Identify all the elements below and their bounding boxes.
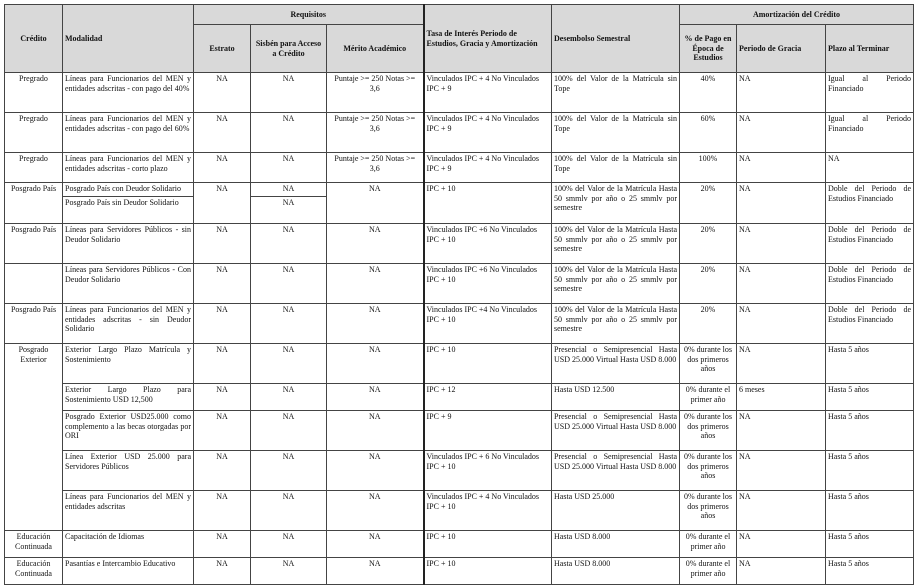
cell-tasa: IPC + 9 xyxy=(424,411,552,451)
cell-credito: Educación Continuada xyxy=(5,558,63,585)
cell-merito: NA xyxy=(327,264,424,304)
cell-plazo: NA xyxy=(826,153,914,183)
header-requisitos: Requisitos xyxy=(194,5,424,25)
cell-sisben: NA xyxy=(251,344,327,384)
cell-modalidad: Posgrado País sin Deudor Solidario xyxy=(63,197,194,224)
cell-modalidad: Líneas para Servidores Públicos - sin Deudor Solidario xyxy=(63,224,194,264)
cell-tasa: IPC + 10 xyxy=(424,183,552,224)
credit-lines-table xyxy=(4,4,914,585)
table-row xyxy=(5,73,914,113)
cell-merito: NA xyxy=(327,384,424,411)
table-row xyxy=(5,451,914,491)
cell-tasa: IPC + 10 xyxy=(424,531,552,558)
cell-gracia: NA xyxy=(737,73,826,113)
cell-sisben: NA xyxy=(251,113,327,153)
cell-plazo: Doble del Periodo de Estudios Financiado xyxy=(826,264,914,304)
table-row xyxy=(5,153,914,183)
cell-sisben: NA xyxy=(251,264,327,304)
cell-tasa: Vinculados IPC + 4 No Vinculados IPC + 9 xyxy=(424,113,552,153)
cell-estrato: NA xyxy=(194,411,251,451)
cell-estrato: NA xyxy=(194,113,251,153)
cell-desembolso: 100% del Valor de la Matrícula Hasta 50 smmlv por año o 25 smmlv por semestre xyxy=(552,224,680,264)
cell-gracia: 6 meses xyxy=(737,384,826,411)
cell-estrato: NA xyxy=(194,183,251,224)
cell-pago: 0% durante el primer año xyxy=(680,384,737,411)
cell-gracia: NA xyxy=(737,304,826,344)
cell-gracia: NA xyxy=(737,113,826,153)
cell-credito: Educación Continuada xyxy=(5,531,63,558)
cell-merito: NA xyxy=(327,183,424,224)
cell-merito: NA xyxy=(327,558,424,585)
table-row xyxy=(5,224,914,264)
cell-pago: 0% durante los dos primeros años xyxy=(680,344,737,384)
cell-desembolso: Hasta USD 8.000 xyxy=(552,531,680,558)
cell-modalidad: Líneas para Funcionarios del MEN y entidades adscritas - corto plazo xyxy=(63,153,194,183)
cell-pago: 60% xyxy=(680,113,737,153)
cell-pago: 40% xyxy=(680,73,737,113)
header-plazo: Plazo al Terminar xyxy=(826,25,914,73)
cell-merito: NA xyxy=(327,491,424,531)
cell-merito: NA xyxy=(327,344,424,384)
header-gracia: Periodo de Gracia xyxy=(737,25,826,73)
cell-sisben: NA xyxy=(251,153,327,183)
cell-plazo: Hasta 5 años xyxy=(826,344,914,384)
cell-plazo: Hasta 5 años xyxy=(826,558,914,585)
table-row xyxy=(5,558,914,585)
cell-desembolso: 100% del Valor de la Matrícula Hasta 50 smmlv por año o 25 smmlv por semestre xyxy=(552,183,680,224)
cell-credito: Pregrado xyxy=(5,73,63,113)
cell-modalidad: Líneas para Funcionarios del MEN y entidades adscritas - con pago del 60% xyxy=(63,113,194,153)
cell-sisben: NA xyxy=(251,304,327,344)
cell-pago: 0% durante el primer año xyxy=(680,531,737,558)
cell-merito: NA xyxy=(327,451,424,491)
cell-gracia: NA xyxy=(737,344,826,384)
cell-merito: Puntaje >= 250 Notas >= 3,6 xyxy=(327,73,424,113)
header-desembolso: Desembolso Semestral xyxy=(552,5,680,73)
header-credito: Crédito xyxy=(5,5,63,73)
cell-sisben: NA xyxy=(251,224,327,264)
cell-credito: Posgrado Exterior xyxy=(5,344,63,531)
cell-pago: 20% xyxy=(680,224,737,264)
cell-pago: 0% durante los dos primeros años xyxy=(680,491,737,531)
cell-modalidad: Líneas para Funcionarios del MEN y entidades adscritas - sin Deudor Solidario xyxy=(63,304,194,344)
table-row xyxy=(5,304,914,344)
table-row xyxy=(5,411,914,451)
cell-gracia: NA xyxy=(737,183,826,224)
cell-estrato: NA xyxy=(194,304,251,344)
cell-modalidad: Capacitación de Idiomas xyxy=(63,531,194,558)
table-row xyxy=(5,264,914,304)
table-row xyxy=(5,491,914,531)
cell-credito xyxy=(5,264,63,304)
cell-modalidad: Línea Exterior USD 25.000 para Servidores Públicos xyxy=(63,451,194,491)
cell-sisben: NA xyxy=(251,558,327,585)
cell-gracia: NA xyxy=(737,264,826,304)
cell-merito: NA xyxy=(327,304,424,344)
cell-desembolso: 100% del Valor de la Matrícula sin Tope xyxy=(552,73,680,113)
cell-tasa: Vinculados IPC +6 No Vinculados IPC + 10 xyxy=(424,224,552,264)
cell-merito: NA xyxy=(327,411,424,451)
cell-credito: Posgrado País xyxy=(5,183,63,224)
header-sisben: Sisbén para Acceso a Crédito xyxy=(251,25,327,73)
cell-credito: Pregrado xyxy=(5,153,63,183)
cell-gracia: NA xyxy=(737,411,826,451)
cell-desembolso: 100% del Valor de la Matrícula sin Tope xyxy=(552,153,680,183)
cell-plazo: Igual al Periodo Financiado xyxy=(826,113,914,153)
table-row xyxy=(5,384,914,411)
cell-plazo: Doble del Periodo de Estudios Financiado xyxy=(826,183,914,224)
header-estrato: Estrato xyxy=(194,25,251,73)
cell-modalidad: Líneas para Servidores Públicos - Con Deudor Solidario xyxy=(63,264,194,304)
cell-tasa: IPC + 10 xyxy=(424,344,552,384)
cell-gracia: NA xyxy=(737,491,826,531)
cell-estrato: NA xyxy=(194,153,251,183)
cell-desembolso: 100% del Valor de la Matrícula Hasta 50 smmlv por año o 25 smmlv por semestre xyxy=(552,304,680,344)
cell-credito: Posgrado País xyxy=(5,304,63,344)
table-row xyxy=(5,344,914,384)
cell-plazo: Hasta 5 años xyxy=(826,411,914,451)
cell-sisben: NA xyxy=(251,451,327,491)
cell-gracia: NA xyxy=(737,531,826,558)
cell-estrato: NA xyxy=(194,558,251,585)
cell-plazo: Hasta 5 años xyxy=(826,531,914,558)
cell-plazo: Igual al Periodo Financiado xyxy=(826,73,914,113)
cell-estrato: NA xyxy=(194,264,251,304)
cell-plazo: Hasta 5 años xyxy=(826,384,914,411)
cell-pago: 0% durante los dos primeros años xyxy=(680,451,737,491)
cell-tasa: Vinculados IPC + 4 No Vinculados IPC + 9 xyxy=(424,73,552,113)
cell-estrato: NA xyxy=(194,491,251,531)
header-modalidad: Modalidad xyxy=(63,5,194,73)
table-row xyxy=(5,113,914,153)
cell-estrato: NA xyxy=(194,451,251,491)
cell-modalidad: Líneas para Funcionarios del MEN y entidades adscritas - con pago del 40% xyxy=(63,73,194,113)
cell-desembolso: Presencial o Semipresencial Hasta USD 25.000 Virtual Hasta USD 8.000 xyxy=(552,451,680,491)
cell-gracia: NA xyxy=(737,153,826,183)
cell-plazo: Hasta 5 años xyxy=(826,451,914,491)
header-merito: Mérito Académico xyxy=(327,25,424,73)
cell-sisben: NA xyxy=(251,491,327,531)
cell-tasa: Vinculados IPC + 4 No Vinculados IPC + 10 xyxy=(424,491,552,531)
cell-estrato: NA xyxy=(194,531,251,558)
cell-merito: Puntaje >= 250 Notas >= 3,6 xyxy=(327,153,424,183)
cell-pago: 0% durante el primer año xyxy=(680,558,737,585)
cell-estrato: NA xyxy=(194,384,251,411)
cell-gracia: NA xyxy=(737,558,826,585)
cell-plazo: Doble del Periodo de Estudios Financiado xyxy=(826,304,914,344)
cell-tasa: IPC + 10 xyxy=(424,558,552,585)
cell-tasa: Vinculados IPC + 6 No Vinculados IPC + 10 xyxy=(424,451,552,491)
cell-desembolso: 100% del Valor de la Matrícula sin Tope xyxy=(552,113,680,153)
cell-credito: Posgrado País xyxy=(5,224,63,264)
cell-desembolso: Presencial o Semipresencial Hasta USD 25.000 Virtual Hasta USD 8.000 xyxy=(552,344,680,384)
cell-merito: NA xyxy=(327,531,424,558)
cell-sisben: NA xyxy=(251,183,327,197)
cell-sisben: NA xyxy=(251,411,327,451)
cell-merito: NA xyxy=(327,224,424,264)
cell-modalidad: Exterior Largo Plazo Matrícula y Sostenimiento xyxy=(63,344,194,384)
cell-desembolso: Hasta USD 12.500 xyxy=(552,384,680,411)
cell-modalidad: Pasantías e Intercambio Educativo xyxy=(63,558,194,585)
cell-merito: Puntaje >= 250 Notas >= 3,6 xyxy=(327,113,424,153)
header-row-1 xyxy=(5,5,914,25)
cell-tasa: Vinculados IPC +4 No Vinculados IPC + 10 xyxy=(424,304,552,344)
cell-plazo: Doble del Periodo de Estudios Financiado xyxy=(826,224,914,264)
cell-desembolso: Hasta USD 8.000 xyxy=(552,558,680,585)
cell-estrato: NA xyxy=(194,73,251,113)
cell-modalidad: Posgrado País con Deudor Solidario xyxy=(63,183,194,197)
cell-tasa: IPC + 12 xyxy=(424,384,552,411)
cell-credito: Pregrado xyxy=(5,113,63,153)
header-pago: % de Pago en Época de Estudios xyxy=(680,25,737,73)
cell-pago: 0% durante los dos primeros años xyxy=(680,411,737,451)
cell-tasa: Vinculados IPC + 4 No Vinculados IPC + 9 xyxy=(424,153,552,183)
credit-lines-table-page xyxy=(4,4,913,581)
cell-desembolso: Hasta USD 25.000 xyxy=(552,491,680,531)
cell-sisben: NA xyxy=(251,531,327,558)
cell-desembolso: Presencial o Semipresencial Hasta USD 25.000 Virtual Hasta USD 8.000 xyxy=(552,411,680,451)
table-row xyxy=(5,183,914,197)
cell-sisben: NA xyxy=(251,73,327,113)
cell-estrato: NA xyxy=(194,344,251,384)
cell-pago: 20% xyxy=(680,304,737,344)
cell-estrato: NA xyxy=(194,224,251,264)
cell-modalidad: Posgrado Exterior USD25.000 como complemento a las becas otorgadas por ORI xyxy=(63,411,194,451)
cell-sisben: NA xyxy=(251,384,327,411)
cell-sisben: NA xyxy=(251,197,327,224)
table-row xyxy=(5,531,914,558)
cell-pago: 20% xyxy=(680,264,737,304)
cell-modalidad: Exterior Largo Plazo para Sostenimiento USD 12,500 xyxy=(63,384,194,411)
cell-pago: 100% xyxy=(680,153,737,183)
cell-tasa: Vinculados IPC +6 No Vinculados IPC + 10 xyxy=(424,264,552,304)
cell-modalidad: Líneas para Funcionarios del MEN y entidades adscritas xyxy=(63,491,194,531)
cell-plazo: Hasta 5 años xyxy=(826,491,914,531)
cell-pago: 20% xyxy=(680,183,737,224)
cell-desembolso: 100% del Valor de la Matrícula Hasta 50 smmlv por año o 25 smmlv por semestre xyxy=(552,264,680,304)
header-amortizacion: Amortización del Crédito xyxy=(680,5,914,25)
cell-gracia: NA xyxy=(737,451,826,491)
cell-gracia: NA xyxy=(737,224,826,264)
header-tasa: Tasa de Interés Periodo de Estudios, Gracia y Amortización xyxy=(424,5,552,73)
